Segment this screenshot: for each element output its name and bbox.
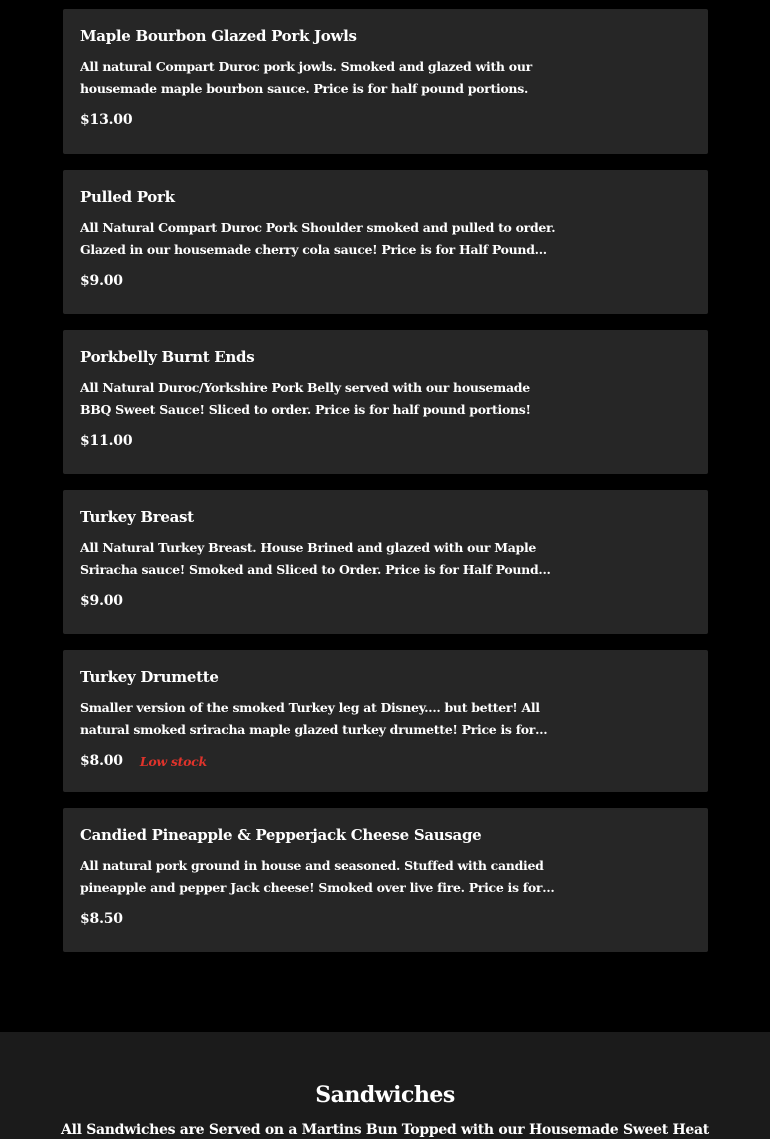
menu-item-price: $9.00 [80,593,123,609]
menu-item-name: Porkbelly Burnt Ends [80,348,255,366]
section-title: Sandwiches [315,1082,455,1108]
section-subtitle: All Sandwiches are Served on a Martins Bun Topped with our Housemade Sweet Heat [61,1122,709,1138]
menu-item-card[interactable] [63,808,708,952]
menu-item-price-row [80,908,691,930]
menu-item-description: All Natural Turkey Breast. House Brined and glazed with our Maple Sriracha sauce! Smoked and Sliced to Order. Price is for Half Pound... [80,540,551,577]
menu-item-description: Smaller version of the smoked Turkey leg at Disney.... but better! All natural smoked sriracha maple glazed turkey drumette! Price is for [80,700,540,737]
menu-item-card[interactable] [63,170,708,314]
menu-item-price: $13.00 [80,112,133,128]
menu-item-price-row [80,109,691,131]
menu-item-name: Candied Pineapple & Pepperjack Cheese Sausage [80,826,482,844]
menu-item-price: $8.50 [80,911,123,927]
sandwiches-section [0,1032,770,1139]
menu-item-price-row [80,750,691,772]
menu-item-list [63,9,708,968]
menu-item-card[interactable] [63,9,708,154]
menu-item-name: Turkey Breast [80,508,194,526]
menu-item-price: $9.00 [80,273,123,289]
menu-item-name: Pulled Pork [80,188,175,206]
menu-item-description: All natural Compart Duroc pork jowls. Smoked and glazed with our housemade maple bourbon sauce. Price is for half pound portions. [80,59,532,96]
menu-item-name: Turkey Drumette [80,668,219,686]
menu-item-name: Maple Bourbon Glazed Pork Jowls [80,27,357,45]
menu-item-price: $8.00 [80,753,123,769]
menu-item-price: $11.00 [80,433,133,449]
menu-item-card[interactable] [63,650,708,792]
menu-item-card[interactable] [63,330,708,474]
menu-item-price-row [80,270,691,292]
menu-item-description: All Natural Compart Duroc Pork Shoulder smoked and pulled to order. Glazed in our housemade cherry cola sauce! Price is for Half Pound... [80,220,556,257]
menu-item-description: All natural pork ground in house and seasoned. Stuffed with candied pineapple and pepper Jack cheese! Smoked over live fire. Price is for [80,858,544,895]
menu-item-price-row [80,430,691,452]
menu-item-price-row [80,590,691,612]
menu-item-description: All Natural Duroc/Yorkshire Pork Belly served with our housemade BBQ Sweet Sauce! Sliced to order. Price is for half pound portions! [80,380,531,417]
menu-item-card[interactable] [63,490,708,634]
low-stock-badge: Low stock [139,753,207,769]
